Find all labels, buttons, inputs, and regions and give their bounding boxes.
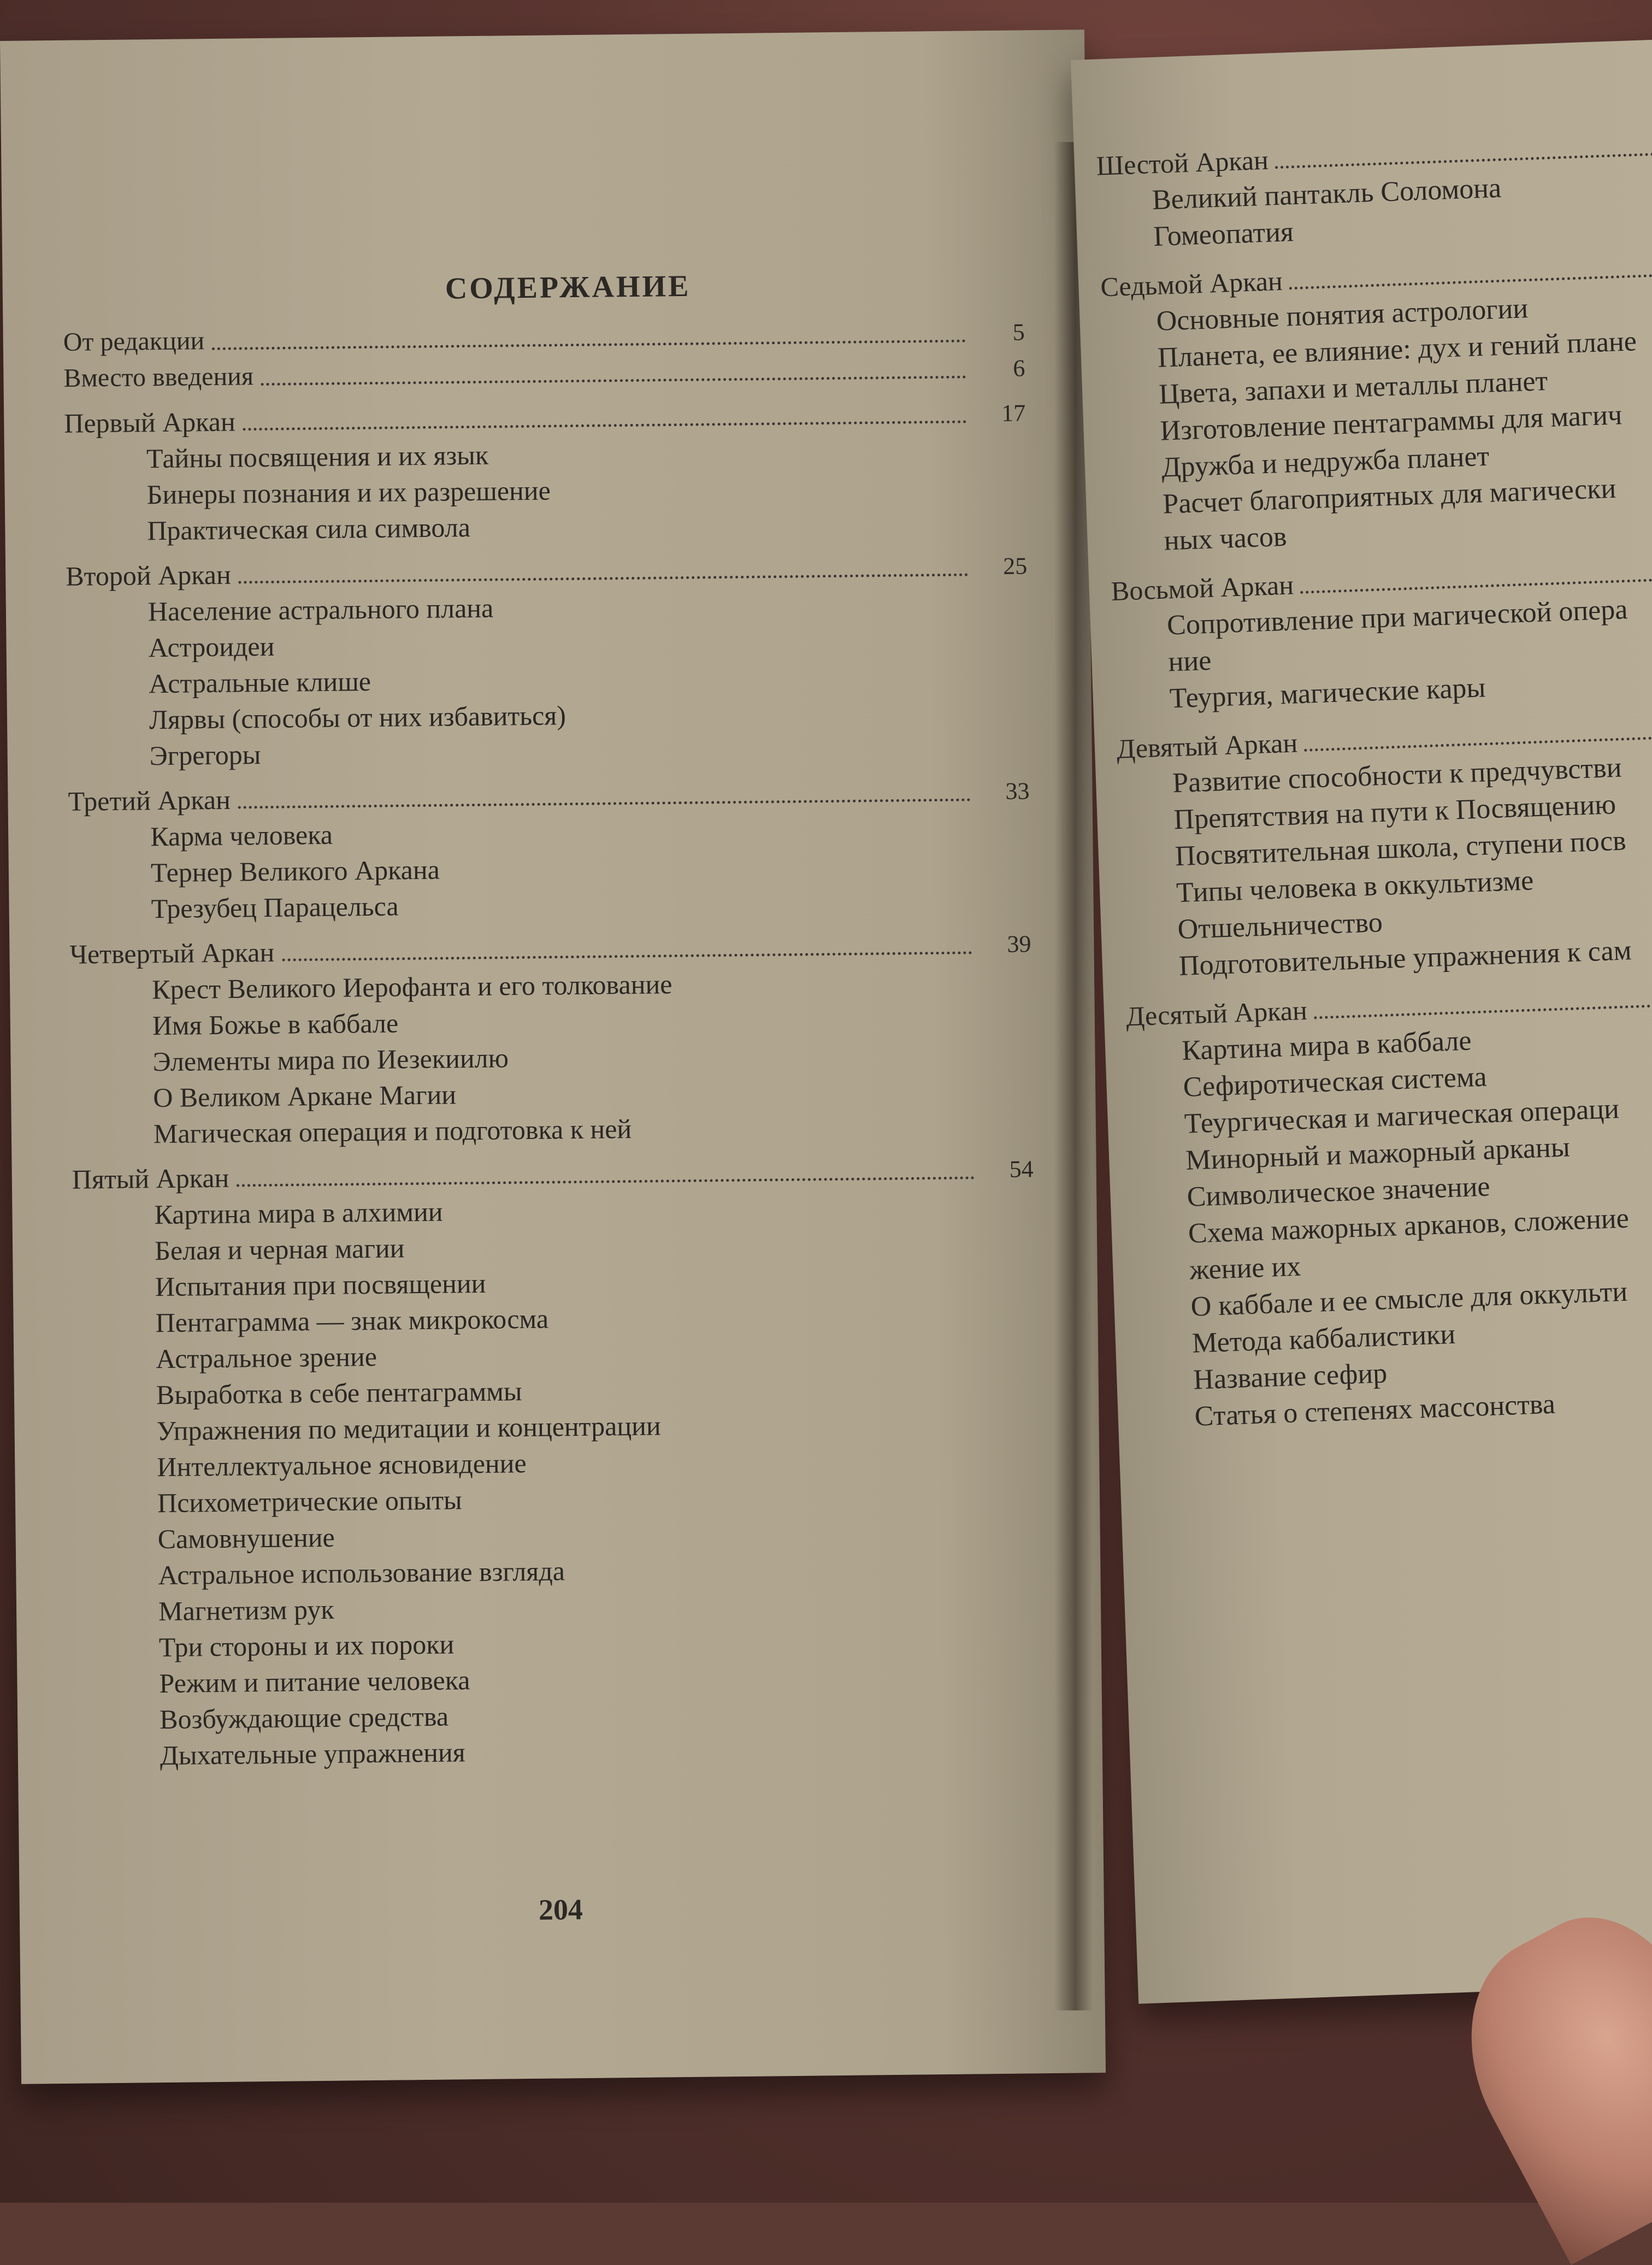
subsection-item: Крест Великого Иерофанта и его толкование — [151, 969, 672, 1005]
leader-dots — [1304, 730, 1652, 751]
entry-title: Девятый Аркан — [1116, 727, 1298, 764]
entry-title: Четвертый Аркан — [69, 936, 275, 970]
entry-title: Шестой Аркан — [1095, 144, 1269, 181]
entry-title: Вместо введения — [63, 362, 254, 393]
subsection-item: Символическое значение — [1186, 1171, 1491, 1213]
subsection-item: О Великом Аркане Магии — [152, 1079, 457, 1113]
subsection-item: Испытания при посвящении — [155, 1267, 486, 1302]
subsection-item: Упражнения по медитации и концентрации — [156, 1410, 661, 1447]
subsection-item: Название сефир — [1193, 1358, 1388, 1396]
subsection-list — [72, 1187, 1040, 1774]
subsection-item: Лярвы (способы от них избавиться) — [149, 700, 567, 735]
subsection-item: Психометрические опыты — [157, 1484, 462, 1519]
leader-dots — [261, 376, 966, 386]
leader-dots — [1289, 269, 1652, 290]
subsection-list — [68, 809, 1031, 927]
entry-page-number: 6 — [1013, 355, 1025, 382]
entry-title: Первый Аркан — [64, 406, 235, 439]
subsection-item: Изготовление пентаграммы для магич — [1159, 399, 1623, 447]
subsection-item: Эгрегоры — [149, 739, 261, 771]
page-number: 204 — [538, 1893, 583, 1926]
subsection-item: Белая и черная магии — [154, 1232, 405, 1266]
subsection-item: Пентаграмма — знак микрокосма — [155, 1303, 549, 1338]
subsection-item: Минорный и мажорный арканы — [1185, 1131, 1571, 1176]
subsection-item: Подготовительные упражнения к сам — [1178, 935, 1632, 982]
subsection-item: Астральное зрение — [155, 1341, 377, 1375]
subsection-item: Имя Божье в каббале — [152, 1007, 399, 1041]
subsection-item: Гомеопатия — [1153, 216, 1294, 252]
entry-title: Второй Аркан — [65, 559, 231, 592]
toc-title: СОДЕРЖАНИЕ — [445, 269, 691, 306]
subsection-item: Сефиротическая система — [1182, 1061, 1488, 1103]
subsection-item: Бинеры познания и их разрешение — [146, 475, 551, 510]
subsection-item: Элементы мира по Иезекиилю — [152, 1042, 509, 1077]
subsection-item: Отшельничество — [1177, 907, 1383, 946]
subsection-item: Великий пантакль Соломона — [1152, 172, 1502, 216]
subsection-item: Сопротивление при магической опера — [1166, 594, 1629, 641]
subsection-item: Интеллектуальное ясновидение — [157, 1448, 527, 1483]
entry-title: Десятый Аркан — [1125, 994, 1308, 1032]
subsection-item: Возбуждающие средства — [159, 1701, 449, 1735]
entry-page-number: 5 — [1012, 318, 1025, 346]
leader-dots — [239, 573, 969, 583]
subsection-item: Самовнушение — [157, 1521, 335, 1555]
subsection-item: Типы человека в оккультизме — [1176, 865, 1535, 909]
subsection-list — [64, 431, 1027, 549]
subsection-item: ных часов — [1163, 521, 1288, 557]
toc-list — [63, 314, 1040, 1778]
subsection-list — [66, 584, 1029, 774]
left-page — [0, 30, 1106, 2084]
entry-title: От редакции — [63, 326, 205, 357]
subsection-item: Посвятительная школа, ступени посв — [1174, 825, 1627, 872]
subsection-item: Магнетизм рук — [158, 1594, 334, 1627]
subsection-item: Дыхательные упражнения — [160, 1737, 465, 1771]
subsection-item: Расчет благоприятных для магически — [1162, 473, 1617, 520]
subsection-item: жение их — [1189, 1251, 1302, 1286]
subsection-item: Три стороны и их пороки — [158, 1629, 455, 1663]
leader-dots — [1314, 998, 1652, 1019]
subsection-item: Магическая операция и подготовка к ней — [153, 1113, 632, 1149]
subsection-item: Планета, ее влияние: дух и гений плане — [1157, 326, 1637, 374]
entry-title: Пятый Аркан — [72, 1162, 229, 1195]
subsection-item: Метода каббалистики — [1191, 1318, 1456, 1359]
entry-page-number: 39 — [1007, 930, 1031, 958]
subsection-item: Режим и питание человека — [159, 1665, 470, 1699]
subsection-item: Дружба и недружба планет — [1161, 440, 1490, 483]
subsection-item: Население астрального плана — [148, 592, 494, 627]
entry-title: Седьмой Аркан — [1100, 265, 1283, 303]
subsection-item: Астральные клише — [149, 665, 371, 699]
subsection-item: Астроидеи — [148, 630, 275, 663]
leader-dots — [1275, 148, 1652, 169]
leader-dots — [212, 340, 966, 350]
leader-dots — [238, 798, 971, 809]
subsection-list — [70, 962, 1033, 1152]
subsection-item: Препятствия на пути к Посвящению — [1173, 789, 1616, 836]
subsection-item: Картина мира в алхимии — [154, 1196, 443, 1230]
entry-page-number: 54 — [1009, 1155, 1034, 1183]
subsection-item: Основные понятия астрологии — [1155, 293, 1529, 337]
subsection-item: Статья о степенях массонства — [1194, 1388, 1556, 1432]
leader-dots — [282, 951, 972, 961]
entry-title: Третий Аркан — [68, 784, 231, 817]
subsection-item: Астральное использование взгляда — [158, 1555, 565, 1591]
subsection-item: Карма человека — [150, 819, 333, 852]
entry-page-number: 33 — [1005, 777, 1030, 805]
subsection-item: Цвета, запахи и металлы планет — [1158, 365, 1549, 410]
entry-page-number: 17 — [1001, 399, 1026, 427]
subsection-item: Теургия, магические кары — [1169, 672, 1486, 715]
entry-page-number: 25 — [1002, 552, 1028, 580]
leader-dots — [237, 1176, 975, 1187]
subsection-item: О каббале и ее смысле для оккульти — [1190, 1276, 1628, 1323]
subsection-item: Картина мира в каббале — [1181, 1025, 1472, 1066]
subsection-item: Тернер Великого Аркана — [150, 854, 440, 888]
subsection-item: Развитие способности к предчувстви — [1172, 752, 1622, 799]
entry-title: Восьмой Аркан — [1110, 569, 1294, 606]
subsection-item: Теургическая и магическая операци — [1184, 1093, 1620, 1140]
subsection-item: Выработка в себе пентаграммы — [156, 1376, 522, 1411]
subsection-item: Тайны посвящения и их язык — [146, 439, 489, 474]
subsection-item: Практическая сила символа — [147, 512, 471, 546]
subsection-item: ние — [1167, 645, 1212, 678]
subsection-item: Трезубец Парацельса — [151, 890, 399, 924]
subsection-item: Схема мажорных арканов, сложение — [1188, 1202, 1630, 1249]
leader-dots — [1300, 573, 1652, 594]
leader-dots — [243, 421, 967, 431]
right-page — [1071, 37, 1652, 2004]
toc-list-continued — [1095, 111, 1652, 1437]
